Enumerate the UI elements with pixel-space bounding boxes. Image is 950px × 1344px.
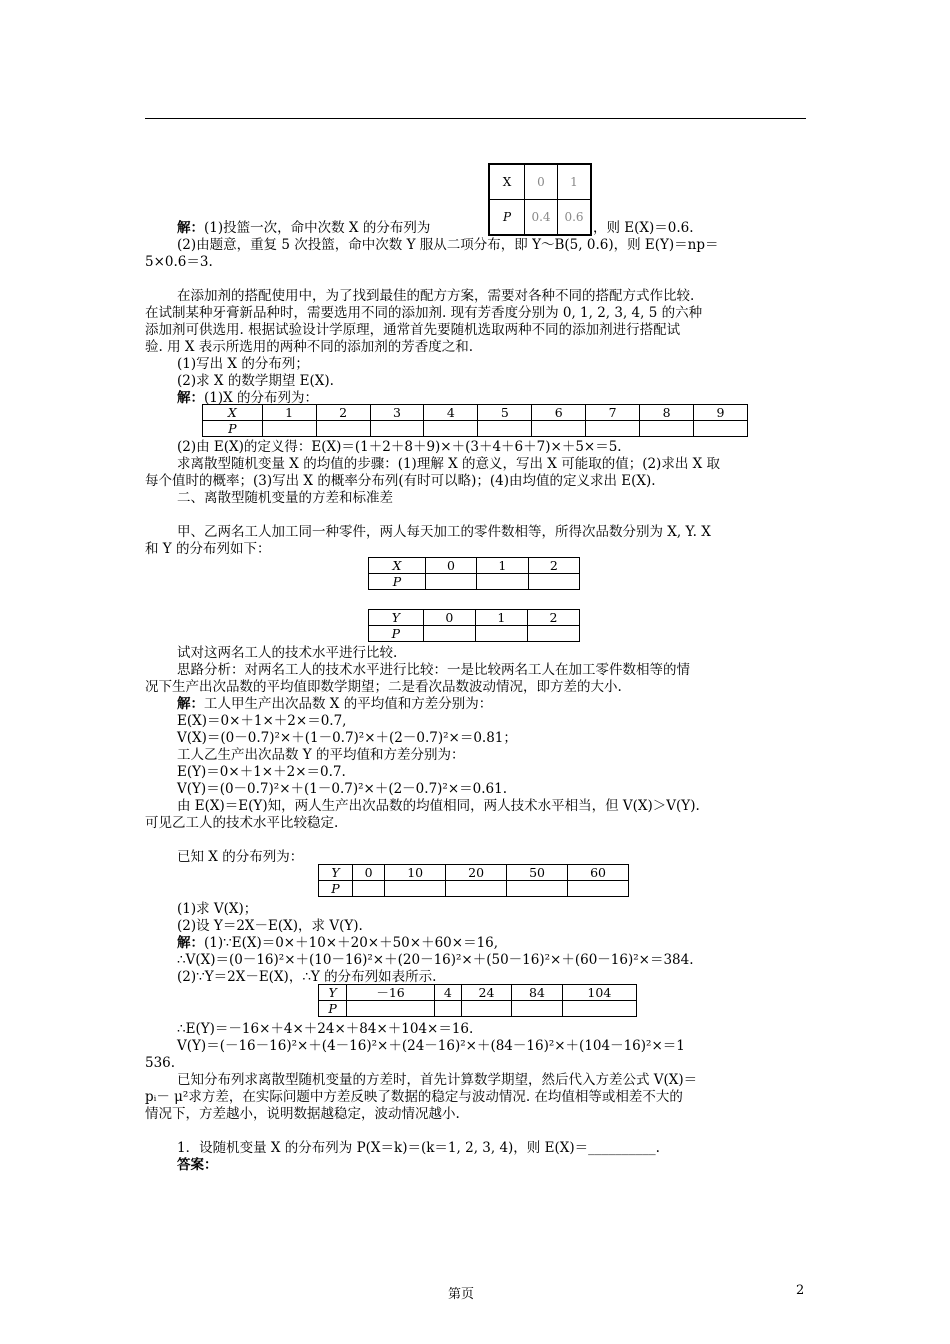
table-cell: X bbox=[369, 558, 426, 574]
table-cell bbox=[461, 1001, 512, 1017]
table-cell: 60 bbox=[568, 865, 629, 881]
table-cell: 0 bbox=[423, 610, 475, 626]
table-cell: 2 bbox=[316, 405, 370, 421]
table-cell bbox=[316, 421, 370, 437]
distribution-table-y bbox=[368, 609, 580, 642]
answer-label: 解： bbox=[177, 220, 204, 236]
table-cell bbox=[586, 421, 640, 437]
text-line bbox=[177, 696, 492, 713]
text-line: 况下生产出次品数的平均值即数学期望；二是看次品数波动情况，即方差的大小. bbox=[145, 679, 622, 695]
text-line: (2)由题意，重复 5 次投篮，命中次数 Y 服从二项分布，即 Y～B(5, 0.6)，则 E(Y)＝np＝ bbox=[177, 237, 719, 253]
text-line: V(Y)＝(－16－16)²×＋(4－16)²×＋(24－16)²×＋(84－16)²×＋(104－16)²×＝1 bbox=[177, 1038, 685, 1054]
table-cell: 1 bbox=[475, 610, 527, 626]
text-line: 添加剂可供选用. 根据试验设计学原理，通常首先要随机选取两种不同的添加剂进行搭配试 bbox=[145, 322, 681, 338]
text-line: ，则 E(X)＝0.6. bbox=[593, 220, 694, 236]
table-cell: －16 bbox=[347, 985, 435, 1001]
text-line: (1)写出 X 的分布列； bbox=[177, 356, 309, 372]
text-line: 试对这两名工人的技术水平进行比较. bbox=[177, 645, 398, 661]
footer-center: 第页 bbox=[448, 1287, 475, 1302]
table-cell bbox=[385, 881, 446, 897]
text-line: ∴E(Y)＝－16×＋4×＋24×＋84×＋104×＝16. bbox=[177, 1021, 474, 1037]
table-cell: P bbox=[319, 881, 353, 897]
table-cell: 4 bbox=[424, 405, 478, 421]
table-cell bbox=[507, 881, 568, 897]
table-cell: 3 bbox=[370, 405, 424, 421]
table-cell bbox=[532, 421, 586, 437]
table-cell: 2 bbox=[527, 610, 579, 626]
text-line: 甲、乙两名工人加工同一种零件，两人每天加工的零件数相等，所得次品数分别为 X, Y. X bbox=[177, 524, 711, 540]
table-cell: 9 bbox=[694, 405, 748, 421]
table-cell: X bbox=[203, 405, 263, 421]
text-line: V(Y)＝(0－0.7)²×＋(1－0.7)²×＋(2－0.7)²×＝0.61. bbox=[177, 781, 507, 797]
table-cell: 0 bbox=[352, 865, 384, 881]
table-cell bbox=[512, 1001, 563, 1017]
text-line: pᵢ－ μ²求方差，在实际问题中方差反映了数据的稳定与波动情况. 在均值相等或相差不大的 bbox=[145, 1089, 683, 1105]
table-cell: P bbox=[203, 421, 263, 437]
distribution-table-x01 bbox=[488, 163, 592, 236]
table-cell bbox=[528, 574, 579, 590]
section-heading: 二、离散型随机变量的方差和标准差 bbox=[177, 490, 393, 506]
table-cell bbox=[477, 574, 528, 590]
distribution-table-y-values bbox=[318, 984, 637, 1017]
answer-label: 解： bbox=[177, 696, 204, 712]
table-cell bbox=[694, 421, 748, 437]
text-line: 工人乙生产出次品数 Y 的平均值和方差分别为： bbox=[177, 747, 465, 763]
text-line: 已知分布列求离散型随机变量的方差时，首先计算数学期望，然后代入方差公式 V(X)＝ bbox=[177, 1072, 698, 1088]
table-cell bbox=[262, 421, 316, 437]
table-cell bbox=[434, 1001, 461, 1017]
distribution-table-sum bbox=[202, 404, 748, 437]
table-cell: 7 bbox=[586, 405, 640, 421]
table-cell bbox=[352, 881, 384, 897]
text-line: 每个值时的概率；(3)写出 X 的概率分布列(有时可以略)；(4)由均值的定义求出 E(X). bbox=[145, 473, 656, 489]
text-span: (1)∵E(X)＝0×＋10×＋20×＋50×＋60×＝16, bbox=[204, 935, 499, 951]
table-cell: 4 bbox=[434, 985, 461, 1001]
table-cell bbox=[347, 1001, 435, 1017]
table-cell: Y bbox=[319, 985, 347, 1001]
text-line: E(X)＝0×＋1×＋2×＝0.7, bbox=[177, 713, 347, 729]
header-rule bbox=[145, 118, 806, 119]
text-line: 在添加剂的搭配使用中，为了找到最佳的配方方案，需要对各种不同的搭配方式作比较. bbox=[177, 288, 695, 304]
table-cell: 24 bbox=[461, 985, 512, 1001]
text-line bbox=[177, 935, 498, 952]
text-line: E(Y)＝0×＋1×＋2×＝0.7. bbox=[177, 764, 346, 780]
table-cell bbox=[425, 574, 476, 590]
table-cell: 1 bbox=[558, 164, 592, 200]
table-cell bbox=[423, 626, 475, 642]
table-cell: 104 bbox=[562, 985, 636, 1001]
text-line: 在试制某种牙膏新品种时，需要选用不同的添加剂. 现有芳香度分别为 0, 1, 2, 3, 4, 5 的六种 bbox=[145, 305, 703, 321]
text-line: 5×0.6＝3. bbox=[145, 254, 213, 270]
table-cell bbox=[424, 421, 478, 437]
table-cell: 10 bbox=[385, 865, 446, 881]
text-line: 已知 X 的分布列为： bbox=[177, 849, 304, 865]
text-line: 和 Y 的分布列如下： bbox=[145, 541, 271, 557]
text-line: 思路分析：对两名工人的技术水平进行比较：一是比较两名工人在加工零件数相等的情 bbox=[177, 662, 690, 678]
exercise-question: 1．设随机变量 X 的分布列为 P(X＝k)＝(k＝1, 2, 3, 4)，则 E(X)＝__________. bbox=[177, 1140, 660, 1156]
table-cell: 5 bbox=[478, 405, 532, 421]
text-line: (2)由 E(X)的定义得：E(X)＝(1＋2＋8＋9)×＋(3＋4＋6＋7)×＋5×＝5. bbox=[177, 439, 622, 455]
table-cell: P bbox=[369, 574, 426, 590]
table-cell: P bbox=[369, 626, 424, 642]
text-line: ∴V(X)＝(0－16)²×＋(10－16)²×＋(20－16)²×＋(50－16)²×＋(60－16)²×＝384. bbox=[177, 952, 694, 968]
text-line bbox=[177, 220, 430, 237]
page-number: 2 bbox=[796, 1283, 805, 1298]
table-cell: P bbox=[489, 200, 525, 236]
table-cell: 8 bbox=[640, 405, 694, 421]
answer-label: 解： bbox=[177, 935, 204, 951]
table-cell: 1 bbox=[262, 405, 316, 421]
table-cell: 0 bbox=[525, 164, 558, 200]
table-cell bbox=[568, 881, 629, 897]
text-span: (1)投篮一次，命中次数 X 的分布列为 bbox=[204, 220, 431, 236]
table-cell: 2 bbox=[528, 558, 579, 574]
text-line: (2)设 Y＝2X－E(X)，求 V(Y). bbox=[177, 918, 363, 934]
table-cell: 0.4 bbox=[525, 200, 558, 236]
text-line: 情况下，方差越小，说明数据越稳定，波动情况越小. bbox=[145, 1106, 460, 1122]
table-cell: 1 bbox=[477, 558, 528, 574]
text-line: 验. 用 X 表示所选用的两种不同的添加剂的芳香度之和. bbox=[145, 339, 474, 355]
text-line: 求离散型随机变量 X 的均值的步骤：(1)理解 X 的意义，写出 X 可能取的值；(2)求出 X 取 bbox=[177, 456, 721, 472]
text-span: 工人甲生产出次品数 X 的平均值和方差分别为： bbox=[204, 696, 493, 712]
table-cell bbox=[370, 421, 424, 437]
table-cell bbox=[446, 881, 507, 897]
text-line: V(X)＝(0－0.7)²×＋(1－0.7)²×＋(2－0.7)²×＝0.81； bbox=[177, 730, 517, 746]
table-cell bbox=[527, 626, 579, 642]
answer-label: 解： bbox=[177, 390, 204, 406]
text-line: (2)求 X 的数学期望 E(X). bbox=[177, 373, 334, 389]
table-cell: 20 bbox=[446, 865, 507, 881]
table-cell: 50 bbox=[507, 865, 568, 881]
text-span: (1)X 的分布列为： bbox=[204, 390, 319, 406]
distribution-table-x bbox=[368, 557, 580, 590]
table-cell: Y bbox=[369, 610, 424, 626]
table-cell bbox=[475, 626, 527, 642]
answer-label: 答案： bbox=[177, 1157, 218, 1173]
table-cell bbox=[562, 1001, 636, 1017]
text-line: 536. bbox=[145, 1055, 176, 1071]
table-cell: 84 bbox=[512, 985, 563, 1001]
table-cell bbox=[478, 421, 532, 437]
table-cell: X bbox=[489, 164, 525, 200]
table-cell: 6 bbox=[532, 405, 586, 421]
table-cell: 0.6 bbox=[558, 200, 592, 236]
table-cell: 0 bbox=[425, 558, 476, 574]
table-cell: Y bbox=[319, 865, 353, 881]
table-cell: P bbox=[319, 1001, 347, 1017]
text-line: (1)求 V(X)； bbox=[177, 901, 258, 917]
text-line: 由 E(X)＝E(Y)知，两人生产出次品数的均值相同，两人技术水平相当，但 V(X)＞V(Y). bbox=[177, 798, 700, 814]
text-line: 可见乙工人的技术水平比较稳定. bbox=[145, 815, 339, 831]
distribution-table-x-values bbox=[318, 864, 629, 897]
text-line: (2)∵Y＝2X－E(X)，∴Y 的分布列如表所示. bbox=[177, 969, 437, 985]
table-cell bbox=[640, 421, 694, 437]
